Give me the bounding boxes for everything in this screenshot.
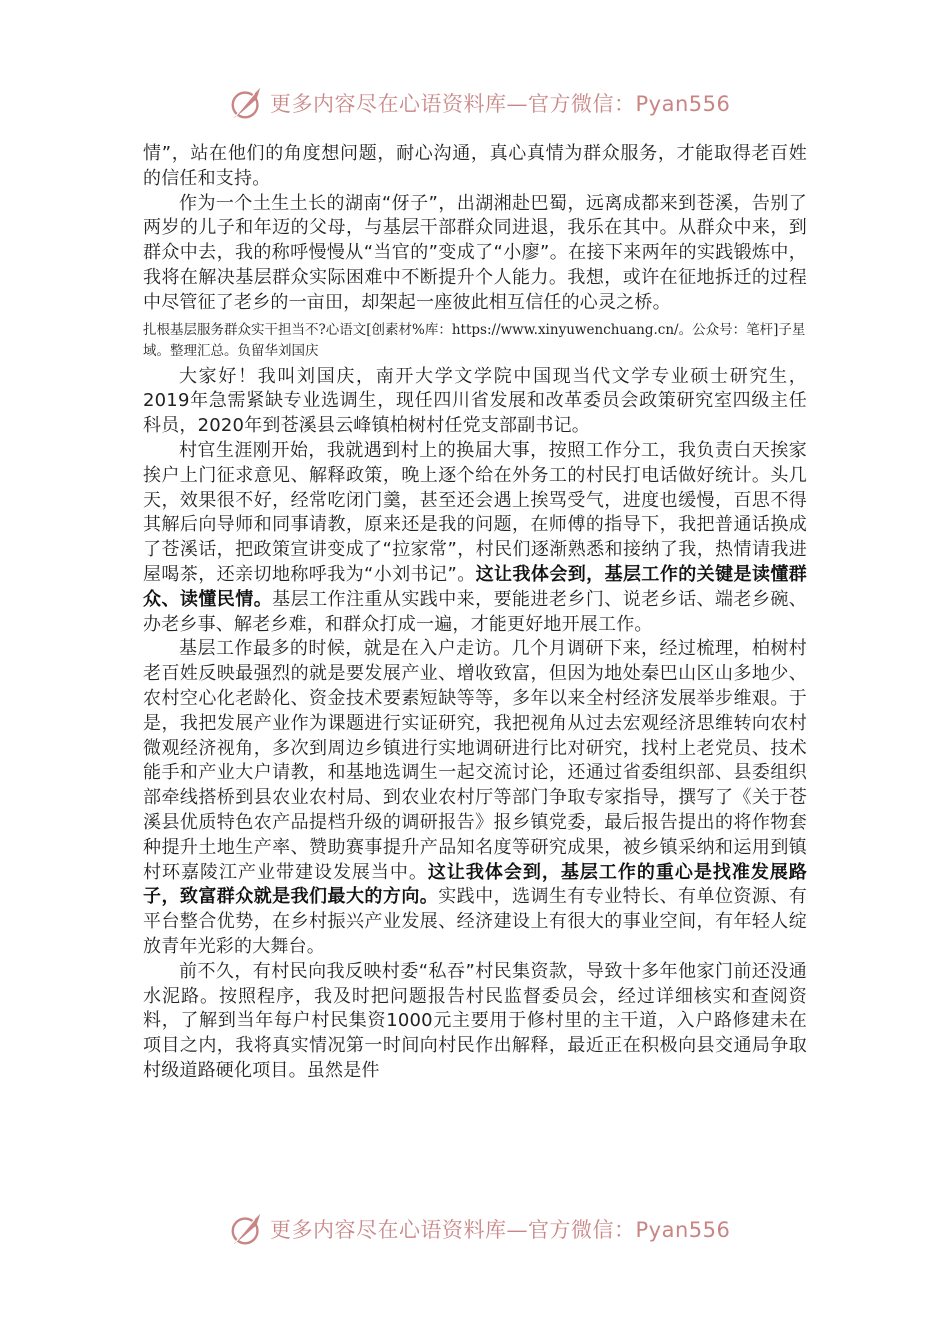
paragraph: 前不久，有村民向我反映村委“私吞”村民集资款，导致十多年他家门前还没通水泥路。按照程序，我及时把问题报告村民监督委员会，经过详细核实和查阅资料，了解到当年每户村民集资1000元主要用于修村里的主干道，入户路修建未在项目之内，我将真实情况第一时间向村民作出解释，最近正在积极向县交通局争取村级道路硬化项目。虽然是件 xyxy=(143,960,807,1081)
banner-main-text: 更多内容尽在心语资料库—官方微信： xyxy=(270,92,636,116)
banner-text xyxy=(270,1214,730,1244)
paragraph-text: 村官生涯刚开始，我就遇到村上的换届大事，按照工作分工，我负责白天挨家挨户上门征求意见、解释政策，晚上逐个给在外务工的村民打电话做好统计。头几天，效果很不好，经常吃闭门羹，甚至还会遇上挨骂受气，进度也缓慢，百思不得其解后向导师和同事请教，原来还是我的问题，在师傅的指导下，我把普通话换成了苍溪话，把政策宣讲变成了“拉家常”，村民们逐渐熟悉和接纳了我，热情请我进屋喝茶，还亲切地称呼我为“小刘书记”。 xyxy=(143,439,807,585)
paragraph: 情”，站在他们的角度想问题，耐心沟通，真心真情为群众服务，才能取得老百姓的信任和支持。 xyxy=(143,143,807,189)
footer-banner xyxy=(228,1209,731,1249)
paragraph-text: 实践中，选调生有专业特长、有单位资源、有平台整合优势，在乡村振兴产业发展、经济建设上有很大的事业空间，有年轻人绽放青年光彩的大舞台。 xyxy=(143,886,808,957)
banner-main-text: 更多内容尽在心语资料库—官方微信： xyxy=(270,1218,636,1242)
quill-pen-logo-icon xyxy=(228,1210,266,1248)
banner-text xyxy=(270,88,730,118)
paragraph xyxy=(143,637,807,959)
header-banner xyxy=(228,83,731,123)
paragraph-bold-text: 这让我体会到，基层工作的关键是读懂群众、读懂民情。 xyxy=(143,563,807,610)
document-body xyxy=(143,142,807,1084)
paragraph: 大家好！我叫刘国庆，南开大学文学院中国现当代文学专业硕士研究生，2019年急需紧缺专业选调生，现任四川省发展和改革委员会政策研究室四级主任科员，2020年到苍溪县云峰镇柏树村任党支部副书记。 xyxy=(143,365,807,437)
source-note: 扎根基层服务群众实干担当不?心语文[创素材%库：https://www.xinyuwenchuang.cn/。公众号：笔杆]子星域。整理汇总。负留华刘国庆 xyxy=(143,321,806,359)
quill-pen-logo-icon xyxy=(228,84,266,122)
paragraph-bold-text: 这让我体会到，基层工作的重心是找准发展路子，致富群众就是我们最大的方向。 xyxy=(143,861,808,908)
banner-wechat-id: Pyan556 xyxy=(635,92,731,116)
paragraph-text: 基层工作最多的时候，就是在入户走访。几个月调研下来，经过梳理，柏树村老百姓反映最强烈的就是要发展产业、增收致富，但因为地处秦巴山区山多地少、农村空心化老龄化、资金技术要素短缺等等，多年以来全村经济发展举步维艰。于是，我把发展产业作为课题进行实证研究，我把视角从过去宏观经济思维转向农村微观经济视角，多次到周边乡镇进行实地调研进行比对研究，找村上老党员、技术能手和产业大户请教，和基地选调生一起交流讨论，还通过省委组织部、县委组织部牵线搭桥到县农业农村局、到农业农村厅等部门争取专家指导，撰写了《关于苍溪县优质特色农产品提档升级的调研报告》报乡镇党委，最后报告提出的将作物套种提升土地生产率、赞助赛事提升产品知名度等研究成果，被乡镇采纳和运用到镇村环嘉陵江产业带建设发展当中。 xyxy=(143,638,807,883)
paragraph: 作为一个土生土长的湖南“伢子”，出湖湘赴巴蜀，远离成都来到苍溪，告别了两岁的儿子和年迈的父母，与基层干部群众同进退，我乐在其中。从群众中来，到群众中去，我的称呼慢慢从“当官的”变成了“小廖”。在接下来两年的实践锻炼中，我将在解决基层群众实际困难中不断提升个人能力。我想，或许在征地拆迁的过程中尽管征了老乡的一亩田，却架起一座彼此相互信任的心灵之桥。 xyxy=(143,192,807,313)
paragraph-text: 基层工作注重从实践中来，要能进老乡门、说老乡话、端老乡碗、办老乡事、解老乡难，和群众打成一遍，才能更好地开展工作。 xyxy=(143,588,808,635)
paragraph xyxy=(143,439,807,637)
banner-wechat-id: Pyan556 xyxy=(635,1218,731,1242)
